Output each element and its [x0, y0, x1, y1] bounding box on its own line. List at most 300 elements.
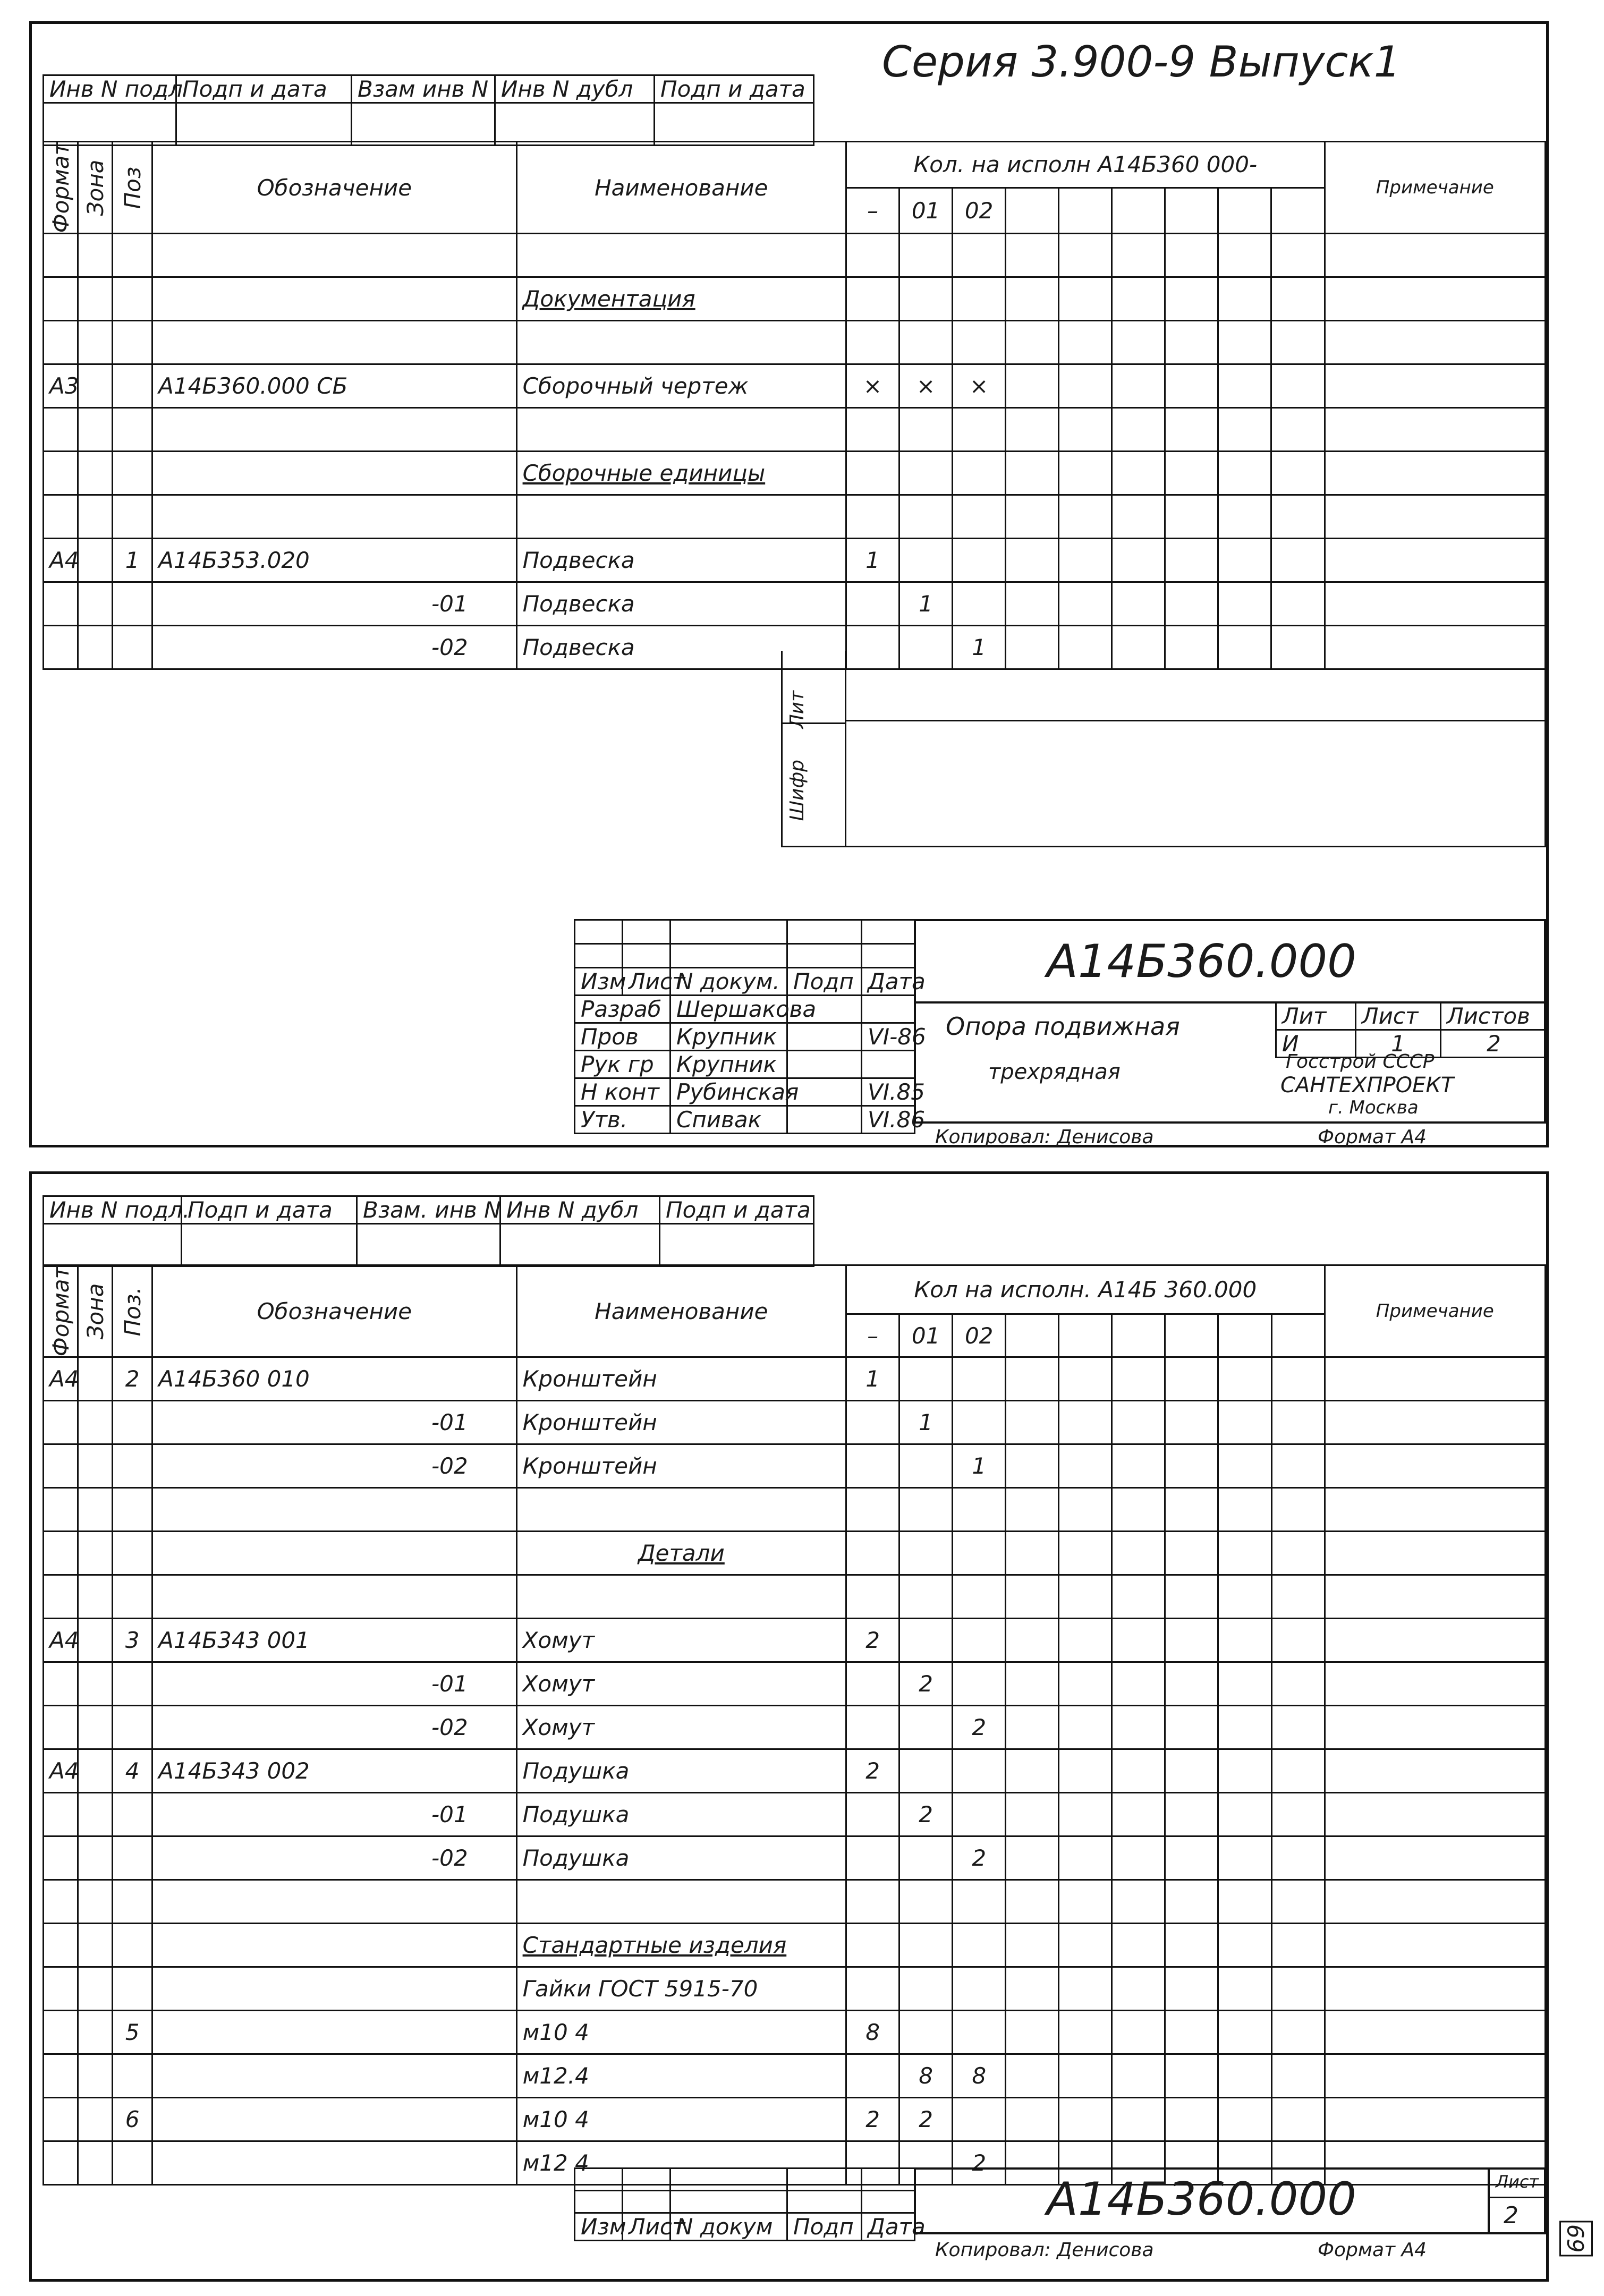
cell-note — [1325, 1924, 1545, 1967]
spec-table-1 — [43, 141, 1546, 670]
cell-name: м10 4 — [516, 2011, 846, 2054]
cell-empty — [1218, 582, 1271, 626]
cell-name: Подушка — [516, 1836, 846, 1880]
cell-qty — [953, 1793, 1006, 1836]
cell-pos — [113, 2141, 152, 2185]
cell-qty — [899, 1575, 953, 1619]
col-zone: Зона — [78, 1265, 113, 1357]
stamp-col: N докум. — [671, 968, 787, 996]
cell-empty — [1112, 582, 1165, 626]
cell-note — [1325, 495, 1545, 539]
cell-name: Кронштейн — [516, 1444, 846, 1488]
cell-empty — [1112, 321, 1165, 364]
col-qty: Кол на исполн. А14Б 360.000 — [846, 1265, 1325, 1314]
cell-zone — [78, 1924, 113, 1967]
cell-qty: 2 — [846, 2098, 899, 2141]
cell-name: Подвеска — [516, 539, 846, 582]
table-row — [44, 1444, 1546, 1488]
cell-empty — [1271, 2098, 1325, 2141]
table-row — [44, 2054, 1546, 2098]
stamp-name: Крупник — [671, 1023, 787, 1051]
cell-empty — [1218, 2054, 1271, 2098]
col-qty: Кол. на исполн А14Б360 000- — [846, 142, 1325, 188]
cell-name: м12 4 — [516, 2141, 846, 2185]
cell-empty — [1218, 1880, 1271, 1924]
cell-qty — [953, 1532, 1006, 1575]
cell-qty — [899, 1749, 953, 1793]
cell-designation: -02 — [152, 1444, 516, 1488]
cell-qty — [899, 452, 953, 495]
table-row — [44, 1706, 1546, 1749]
cell-empty — [1218, 321, 1271, 364]
cell-designation — [152, 495, 516, 539]
cell-qty — [899, 321, 953, 364]
cell-empty — [1006, 1793, 1059, 1836]
cell-empty — [1218, 1793, 1271, 1836]
cell-empty — [1059, 1532, 1112, 1575]
cell-zone — [78, 1575, 113, 1619]
cell-empty — [1006, 582, 1059, 626]
cell-empty — [1165, 2098, 1218, 2141]
cell-empty — [1218, 1924, 1271, 1967]
cell-empty — [1112, 1401, 1165, 1444]
cell-name — [516, 321, 846, 364]
stamp-col: Подп — [787, 2213, 862, 2241]
cell-qty: 2 — [899, 1662, 953, 1706]
cell-pos: 2 — [113, 1357, 152, 1401]
cell-qty — [953, 1967, 1006, 2011]
cell-zone — [78, 2098, 113, 2141]
cell-name — [516, 1488, 846, 1532]
cell-qty — [846, 1706, 899, 1749]
cell-designation — [152, 1880, 516, 1924]
cell-empty — [1271, 1444, 1325, 1488]
lit-label: Лит — [786, 691, 808, 729]
cell-designation: А14Б343 002 — [152, 1749, 516, 1793]
cell-zone — [78, 408, 113, 452]
cell-empty — [1112, 1880, 1165, 1924]
cell-name: Документация — [516, 277, 846, 321]
stamp-role: Н конт — [575, 1078, 671, 1106]
col-pos: Поз. — [113, 1265, 152, 1357]
copied-2: Копировал: Денисова — [935, 2239, 1154, 2261]
stamp-role: Утв. — [575, 1106, 671, 1134]
cell-qty — [953, 277, 1006, 321]
table-row — [44, 495, 1546, 539]
cell-qty — [953, 408, 1006, 452]
cell-empty — [1218, 277, 1271, 321]
cell-qty — [846, 582, 899, 626]
cell-empty — [1006, 1401, 1059, 1444]
cell-format: А3 — [44, 364, 78, 408]
cell-qty — [899, 1924, 953, 1967]
cell-empty — [1218, 452, 1271, 495]
stamp-date: VI.86 — [862, 1106, 915, 1134]
cell-pos: 6 — [113, 2098, 152, 2141]
cell-note — [1325, 1575, 1545, 1619]
cell-zone — [78, 1532, 113, 1575]
table-row — [44, 1488, 1546, 1532]
cell-pos — [113, 1575, 152, 1619]
cell-empty — [1112, 408, 1165, 452]
stamp-table-1 — [574, 919, 926, 1134]
col-designation: Обозначение — [152, 142, 516, 234]
cell-name: Детали — [516, 1532, 846, 1575]
cell-zone — [78, 2141, 113, 2185]
cell-qty — [846, 1575, 899, 1619]
cell-zone — [78, 539, 113, 582]
cell-note — [1325, 1357, 1545, 1401]
cell-empty — [1218, 1532, 1271, 1575]
col-pos: Поз — [113, 142, 152, 234]
cell-empty — [1059, 1619, 1112, 1662]
stamp-date: VI.85 — [862, 1078, 915, 1106]
cell-pos — [113, 364, 152, 408]
cell-qty — [846, 1924, 899, 1967]
cell-qty: 2 — [953, 1836, 1006, 1880]
lit-shifr-hline — [845, 720, 1546, 721]
cell-empty — [1271, 1401, 1325, 1444]
cell-empty — [1006, 1575, 1059, 1619]
cell-designation — [152, 1488, 516, 1532]
cell-empty — [1006, 1706, 1059, 1749]
stamp-role: Пров — [575, 1023, 671, 1051]
cell-empty — [1271, 1488, 1325, 1532]
cell-qty — [953, 495, 1006, 539]
cell-qty: × — [953, 364, 1006, 408]
cell-empty — [1271, 1357, 1325, 1401]
cell-empty — [1006, 1749, 1059, 1793]
cell-empty — [1271, 582, 1325, 626]
cell-qty — [953, 1619, 1006, 1662]
cell-name — [516, 234, 846, 277]
cell-qty — [953, 1357, 1006, 1401]
cell-format — [44, 1662, 78, 1706]
cell-empty — [1218, 1619, 1271, 1662]
cell-qty — [953, 539, 1006, 582]
cell-qty — [953, 2011, 1006, 2054]
cell-designation: А14Б360 010 — [152, 1357, 516, 1401]
cell-empty — [1271, 2011, 1325, 2054]
cell-empty — [1112, 2011, 1165, 2054]
cell-empty — [1059, 539, 1112, 582]
cell-empty — [1218, 364, 1271, 408]
cell-format — [44, 2054, 78, 2098]
table-row — [44, 1793, 1546, 1836]
cell-empty — [1271, 1619, 1325, 1662]
cell-designation — [152, 321, 516, 364]
cell-qty — [899, 495, 953, 539]
stamp-col: Изм — [575, 968, 623, 996]
cell-zone — [78, 1967, 113, 2011]
cell-qty — [953, 582, 1006, 626]
cell-empty — [1271, 2054, 1325, 2098]
cell-format — [44, 495, 78, 539]
lit-val: И — [1276, 1030, 1356, 1058]
cell-empty — [1112, 364, 1165, 408]
doc-code-1: А14Б360.000 — [1047, 935, 1356, 988]
cell-qty — [953, 1662, 1006, 1706]
cell-format — [44, 2098, 78, 2141]
cell-empty — [1059, 1793, 1112, 1836]
stamp-date — [862, 1051, 915, 1078]
cell-empty — [1059, 277, 1112, 321]
cell-pos — [113, 626, 152, 669]
cell-zone — [78, 626, 113, 669]
table-row — [44, 1924, 1546, 1967]
table-row — [44, 2011, 1546, 2054]
cell-empty — [1112, 1488, 1165, 1532]
cell-empty — [1059, 1924, 1112, 1967]
cell-note — [1325, 2054, 1545, 2098]
stamp-name: Спивак — [671, 1106, 787, 1134]
variant-label: 01 — [899, 1314, 953, 1357]
table-row — [44, 321, 1546, 364]
cell-zone — [78, 1880, 113, 1924]
inv-cell: Инв N подл — [44, 75, 176, 103]
stamp-col: N докум — [671, 2213, 787, 2241]
cell-name: м12.4 — [516, 2054, 846, 2098]
cell-qty: × — [899, 364, 953, 408]
cell-pos: 3 — [113, 1619, 152, 1662]
cell-qty — [899, 234, 953, 277]
cell-qty — [846, 321, 899, 364]
cell-qty — [899, 1706, 953, 1749]
table-row — [44, 1619, 1546, 1662]
inv-cell: Подп и дата — [660, 1196, 814, 1224]
inv-cell: Подп и дата — [176, 75, 352, 103]
cell-empty — [1271, 452, 1325, 495]
cell-zone — [78, 452, 113, 495]
series-title: Серия 3.900-9 Выпуск1 — [882, 37, 1401, 87]
cell-empty — [1218, 408, 1271, 452]
cell-empty — [1059, 2011, 1112, 2054]
cell-empty — [1059, 2098, 1112, 2141]
cell-empty — [1059, 1967, 1112, 2011]
cell-qty — [953, 1488, 1006, 1532]
cell-qty — [899, 1967, 953, 2011]
cell-pos — [113, 277, 152, 321]
variant-label: – — [846, 188, 899, 234]
cell-pos — [113, 1532, 152, 1575]
cell-empty — [1112, 2054, 1165, 2098]
cell-name: Хомут — [516, 1662, 846, 1706]
col-designation: Обозначение — [152, 1265, 516, 1357]
variant-label: 01 — [899, 188, 953, 234]
cell-qty: 8 — [846, 2011, 899, 2054]
table-row — [44, 277, 1546, 321]
cell-empty — [1112, 1357, 1165, 1401]
col-name: Наименование — [516, 142, 846, 234]
cell-empty — [1165, 495, 1218, 539]
cell-empty — [1006, 234, 1059, 277]
cell-zone — [78, 1793, 113, 1836]
cell-zone — [78, 2011, 113, 2054]
cell-format: А4 — [44, 539, 78, 582]
cell-name: Подвеска — [516, 582, 846, 626]
cell-name — [516, 495, 846, 539]
cell-name: Хомут — [516, 1706, 846, 1749]
cell-empty — [1165, 364, 1218, 408]
cell-empty — [1006, 277, 1059, 321]
cell-empty — [1006, 408, 1059, 452]
cell-zone — [78, 1706, 113, 1749]
doc-title-1: Опора подвижная — [946, 1012, 1180, 1041]
table-row — [44, 539, 1546, 582]
cell-name: м10 4 — [516, 2098, 846, 2141]
cell-qty — [953, 321, 1006, 364]
cell-empty — [1218, 1749, 1271, 1793]
cell-pos — [113, 321, 152, 364]
cell-pos — [113, 1401, 152, 1444]
cell-format — [44, 1924, 78, 1967]
cell-empty — [1165, 1749, 1218, 1793]
cell-empty — [1006, 364, 1059, 408]
cell-format — [44, 277, 78, 321]
cell-empty — [1165, 1444, 1218, 1488]
cell-qty: 1 — [953, 1444, 1006, 1488]
cell-empty — [1165, 321, 1218, 364]
cell-empty — [1165, 1488, 1218, 1532]
sheet-num: 2 — [1504, 2202, 1518, 2229]
cell-empty — [1165, 1662, 1218, 1706]
lit-val: 1 — [1356, 1030, 1441, 1058]
stamp-date: VI-86 — [862, 1023, 915, 1051]
cell-format — [44, 1488, 78, 1532]
cell-empty — [1112, 1532, 1165, 1575]
cell-empty — [1165, 1619, 1218, 1662]
cell-empty — [1271, 321, 1325, 364]
stamp-role: Разраб — [575, 996, 671, 1023]
cell-empty — [1165, 1706, 1218, 1749]
cell-empty — [1271, 1836, 1325, 1880]
cell-empty — [1165, 277, 1218, 321]
cell-qty — [899, 408, 953, 452]
cell-qty — [899, 1488, 953, 1532]
cell-empty — [1218, 234, 1271, 277]
cell-empty — [1112, 1793, 1165, 1836]
cell-empty — [1165, 2011, 1218, 2054]
cell-empty — [1059, 1706, 1112, 1749]
cell-note — [1325, 1619, 1545, 1662]
cell-empty — [1006, 2098, 1059, 2141]
cell-note — [1325, 1836, 1545, 1880]
cell-format — [44, 1444, 78, 1488]
cell-designation — [152, 1967, 516, 2011]
cell-zone — [78, 277, 113, 321]
cell-note — [1325, 1662, 1545, 1706]
cell-empty — [1006, 495, 1059, 539]
cell-format — [44, 1532, 78, 1575]
cell-empty — [1165, 1880, 1218, 1924]
cell-qty — [846, 1444, 899, 1488]
cell-name: Подушка — [516, 1793, 846, 1836]
cell-qty — [846, 234, 899, 277]
table-row — [44, 2098, 1546, 2141]
cell-format — [44, 452, 78, 495]
cell-pos: 5 — [113, 2011, 152, 2054]
cell-format — [44, 1793, 78, 1836]
inv-cell: Инв N подл. — [44, 1196, 182, 1224]
cell-format — [44, 234, 78, 277]
cell-pos — [113, 2054, 152, 2098]
cell-empty — [1218, 1444, 1271, 1488]
cell-empty — [1059, 1880, 1112, 1924]
cell-name: Кронштейн — [516, 1401, 846, 1444]
cell-note — [1325, 1749, 1545, 1793]
cell-empty — [1271, 1793, 1325, 1836]
cell-pos — [113, 234, 152, 277]
cell-qty: 2 — [953, 1706, 1006, 1749]
cell-zone — [78, 234, 113, 277]
inv-cell: Инв N дубл — [495, 75, 655, 103]
col-zone: Зона — [78, 142, 113, 234]
cell-zone — [78, 1662, 113, 1706]
cell-qty: 1 — [846, 539, 899, 582]
cell-empty — [1218, 1575, 1271, 1619]
stamp-col: Изм — [575, 2213, 623, 2241]
cell-qty: 2 — [899, 2098, 953, 2141]
cell-empty — [1059, 2054, 1112, 2098]
stamp-name: Шершакова — [671, 996, 787, 1023]
table-row — [44, 234, 1546, 277]
cell-empty — [1112, 277, 1165, 321]
cell-name: Сборочный чертеж — [516, 364, 846, 408]
cell-empty — [1271, 364, 1325, 408]
cell-empty — [1271, 1749, 1325, 1793]
cell-empty — [1112, 1749, 1165, 1793]
cell-zone — [78, 1357, 113, 1401]
cell-empty — [1112, 1444, 1165, 1488]
cell-empty — [1059, 582, 1112, 626]
col-name: Наименование — [516, 1265, 846, 1357]
cell-qty: 2 — [846, 1749, 899, 1793]
cell-empty — [1006, 321, 1059, 364]
cell-note — [1325, 1880, 1545, 1924]
cell-empty — [1059, 1575, 1112, 1619]
cell-empty — [1059, 364, 1112, 408]
table-row — [44, 582, 1546, 626]
cell-pos — [113, 1924, 152, 1967]
cell-empty — [1112, 1619, 1165, 1662]
cell-note — [1325, 2098, 1545, 2141]
cell-pos — [113, 1793, 152, 1836]
cell-empty — [1059, 1488, 1112, 1532]
cell-zone — [78, 495, 113, 539]
cell-qty — [899, 539, 953, 582]
cell-format — [44, 626, 78, 669]
inv-header-1 — [43, 74, 814, 146]
cell-qty: 2 — [953, 2141, 1006, 2185]
table-row — [44, 1575, 1546, 1619]
stamp-col: Дата — [862, 2213, 915, 2241]
cell-empty — [1059, 1357, 1112, 1401]
cell-empty — [1271, 1532, 1325, 1575]
inv-cell: Взам. инв N — [357, 1196, 500, 1224]
cell-qty — [846, 452, 899, 495]
cell-format: А4 — [44, 1749, 78, 1793]
cell-format — [44, 582, 78, 626]
cell-name: Подушка — [516, 1749, 846, 1793]
table-row — [44, 364, 1546, 408]
cell-empty — [1112, 495, 1165, 539]
cell-designation — [152, 408, 516, 452]
cell-qty: × — [846, 364, 899, 408]
stamp-col: Дата — [862, 968, 915, 996]
cell-empty — [1271, 1967, 1325, 2011]
inv-cell: Взам инв N — [352, 75, 495, 103]
cell-qty — [899, 1880, 953, 1924]
